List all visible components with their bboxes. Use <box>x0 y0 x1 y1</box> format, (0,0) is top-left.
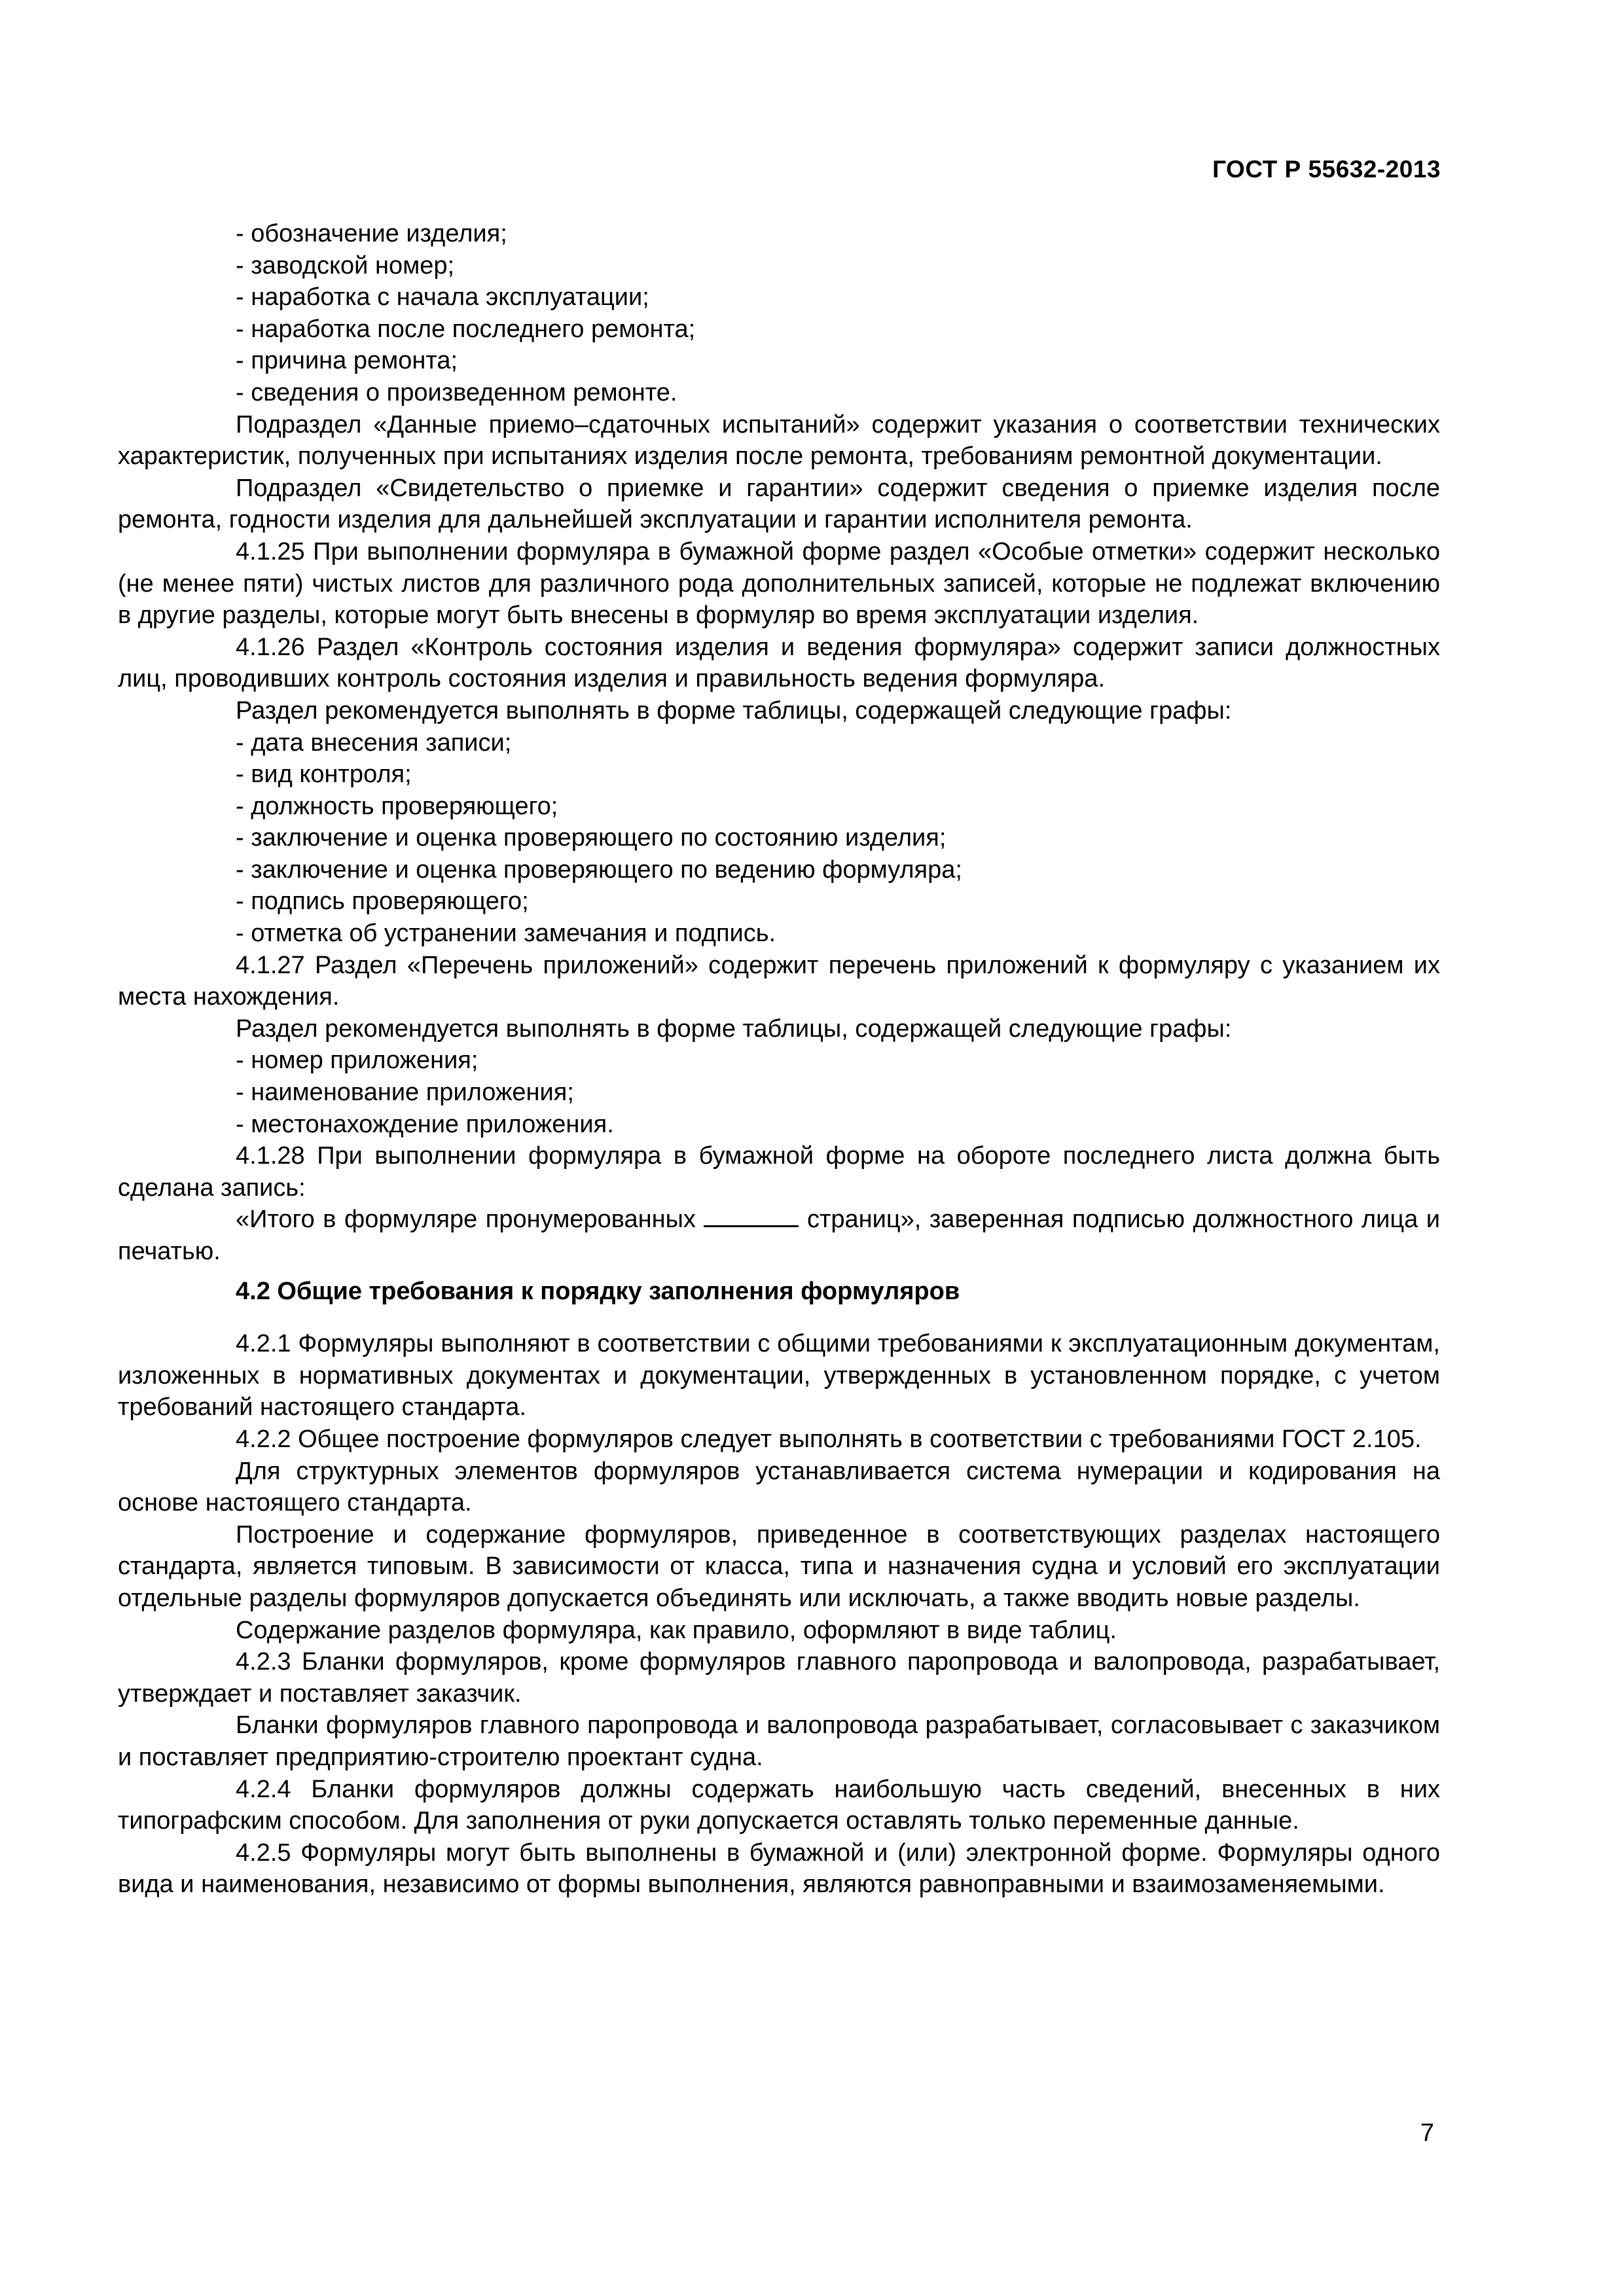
paragraph-4-2-3: 4.2.3 Бланки формуляров, кроме формуляров главного паропровода и валопровода, разрабатывает, утверждает и поставляет заказчик. <box>118 1648 1440 1708</box>
list-item: - отметка об устранении замечания и подпись. <box>236 920 776 948</box>
document-body <box>118 218 1440 1901</box>
list-item: - наименование приложения; <box>236 1079 574 1107</box>
list-item: - заключение и оценка проверяющего по ведению формуляра; <box>236 855 962 884</box>
paragraph-blanks: Бланки формуляров главного паропровода и валопровода разрабатывает, согласовывает с заказчиком и поставляет предприятию-строителю проектант судна. <box>118 1712 1440 1771</box>
list-item: - номер приложения; <box>236 1047 478 1075</box>
list-item: - причина ремонта; <box>236 347 458 375</box>
paragraph-4-2-4: 4.2.4 Бланки формуляров должны содержать наибольшую часть сведений, внесенных в них типографским способом. Для заполнения от руки допускается оставлять только переменные данные. <box>118 1775 1440 1835</box>
list-item: - подпись проверяющего; <box>236 888 529 916</box>
paragraph-table-recommendation: Раздел рекомендуется выполнять в форме таблицы, содержащей следующие графы: <box>236 696 1232 725</box>
list-item: - вид контроля; <box>236 761 412 789</box>
page-number: 7 <box>1420 2119 1434 2147</box>
paragraph-4-1-25: 4.1.25 При выполнении формуляра в бумажной форме раздел «Особые отметки» содержит несколько (не менее пяти) чистых листов для различного рода дополнительных записей, которые не подлежат включению в другие разделы, которые могут быть внесены в формуляр во время эксплуатации изделия. <box>118 537 1440 630</box>
paragraph-4-1-28: 4.1.28 При выполнении формуляра в бумажной форме на обороте последнего листа должна быть сделана запись: <box>118 1142 1440 1202</box>
record-text-start: «Итого в формуляре пронумерованных <box>236 1206 696 1234</box>
section-heading-4-2: 4.2 Общие требования к порядку заполнения формуляров <box>236 1277 960 1305</box>
list-item: - должность проверяющего; <box>236 792 558 820</box>
list-item: - заводской номер; <box>236 251 455 279</box>
blank-page-count-line <box>704 1206 799 1227</box>
record-text-end: страниц», заверенная подписью должностного лица и печатью. <box>118 1206 1440 1265</box>
paragraph-4-2-1: 4.2.1 Формуляры выполняют в соответствии с общими требованиями к эксплуатационным документам, изложенных в нормативных документах и документации, утвержденных в установленном порядке, с учетом требований настоящего стандарта. <box>118 1330 1440 1422</box>
paragraph-table-recommendation: Раздел рекомендуется выполнять в форме таблицы, содержащей следующие графы: <box>236 1014 1232 1043</box>
paragraph-certificate: Подраздел «Свидетельство о приемке и гарантии» содержит сведения о приемке изделия после ремонта, годности изделия для дальнейшей эксплуатации и гарантии исполнителя ремонта. <box>118 474 1440 534</box>
paragraph-4-1-27: 4.1.27 Раздел «Перечень приложений» содержит перечень приложений к формуляру с указанием их места нахождения. <box>118 951 1440 1011</box>
list-item: - заключение и оценка проверяющего по состоянию изделия; <box>236 824 947 852</box>
paragraph-acceptance-tests: Подраздел «Данные приемо–сдаточных испытаний» содержит указания о соответствии технических характеристик, полученных при испытаниях изделия после ремонта, требованиям ремонтной документации. <box>118 410 1440 471</box>
paragraph-4-1-26: 4.1.26 Раздел «Контроль состояния изделия и ведения формуляра» содержит записи должностных лиц, проводивших контроль состояния изделия и правильность ведения формуляра. <box>118 633 1440 693</box>
paragraph-structure: Построение и содержание формуляров, приведенное в соответствующих разделах настоящего стандарта, является типовым. В зависимости от класса, типа и назначения судна и условий его эксплуатации отдельные разделы формуляров допускается объединять или исключать, а также вводить новые разделы. <box>118 1520 1440 1612</box>
list-item: - наработка с начала эксплуатации; <box>236 283 649 312</box>
paragraph-record-text <box>118 1204 1440 1267</box>
paragraph-tables: Содержание разделов формуляра, как правило, оформляют в виде таблиц. <box>236 1616 1117 1644</box>
paragraph-numbering-system: Для структурных элементов формуляров устанавливается система нумерации и кодирования на основе настоящего стандарта. <box>118 1457 1440 1517</box>
paragraph-4-2-5: 4.2.5 Формуляры могут быть выполнены в бумажной и (или) электронной форме. Формуляры одного вида и наименования, независимо от формы выполнения, являются равноправными и взаимозаменяемыми. <box>118 1839 1440 1899</box>
list-item: - местонахождение приложения. <box>236 1110 614 1138</box>
paragraph-4-2-2: 4.2.2 Общее построение формуляров следует выполнять в соответствии с требованиями ГОСТ 2.105. <box>236 1425 1422 1453</box>
list-item: - обозначение изделия; <box>236 220 507 247</box>
document-code-header: ГОСТ Р 55632-2013 <box>1212 156 1441 183</box>
list-item: - сведения о произведенном ремонте. <box>236 378 677 406</box>
list-item: - дата внесения записи; <box>236 728 512 757</box>
list-item: - наработка после последнего ремонта; <box>236 315 696 343</box>
